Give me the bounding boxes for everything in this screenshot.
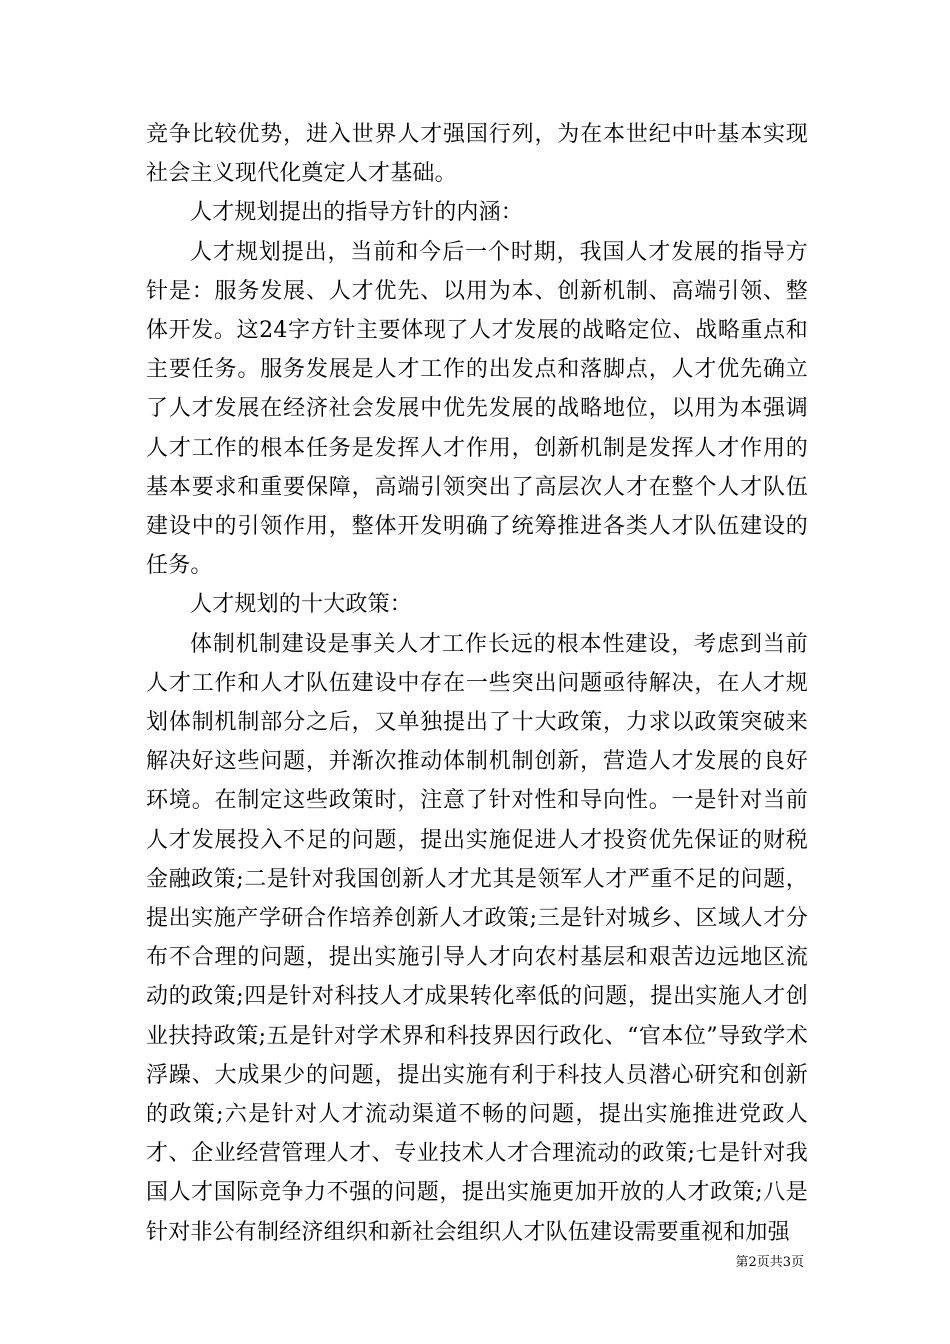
page-number: 第2页共3页 xyxy=(735,1255,804,1270)
paragraph-guiding-principles: 人才规划提出，当前和今后一个时期，我国人才发展的指导方针是：服务发展、人才优先、以用为本、创新机制、高端引领、整体开发。这24字方针主要体现了人才发展的战略定位、战略重点和主要任务。服务发展是人才工作的出发点和落脚点，人才优先确立了人才发展在经济社会发展中优先发展的战略地位，以用为本强调人才工作的根本任务是发挥人才作用，创新机制是发挥人才作用的基本要求和重要保障，高端引领突出了高层次人才在整个人才队伍建设中的引领作用，整体开发明确了统筹推进各类人才队伍建设的任务。 xyxy=(146,239,808,579)
heading-guiding-principles: 人才规划提出的指导方针的内涵： xyxy=(190,200,524,226)
document-body xyxy=(146,115,808,1252)
paragraph-continuation: 竞争比较优势，进入世界人才强国行列，为在本世纪中叶基本实现社会主义现代化奠定人才基础。 xyxy=(146,122,808,187)
paragraph-ten-policies: 体制机制建设是事关人才工作长远的根本性建设，考虑到当前人才工作和人才队伍建设中存在一些突出问题亟待解决，在人才规划体制机制部分之后，又单独提出了十大政策，力求以政策突破来解决好这些问题，并渐次推动体制机制创新，营造人才发展的良好环境。在制定这些政策时，注意了针对性和导向性。一是针对当前人才发展投入不足的问题，提出实施促进人才投资优先保证的财税金融政策;二是针对我国创新人才尤其是领军人才严重不足的问题，提出实施产学研合作培养创新人才政策;三是针对城乡、区域人才分布不合理的问题，提出实施引导人才向农村基层和艰苦边远地区流动的政策;四是针对科技人才成果转化率低的问题，提出实施人才创业扶持政策;五是针对学术界和科技界因行政化、“官本位”导致学术浮躁、大成果少的问题，提出实施有利于科技人员潜心研究和创新的政策;六是针对人才流动渠道不畅的问题，提出实施推进党政人才、企业经营管理人才、专业技术人才合理流动的政策;七是针对我国人才国际竞争力不强的问题，提出实施更加开放的人才政策;八是针对非公有制经济组织和新社会组织人才队伍建设需要重视和加强 xyxy=(146,631,808,1245)
heading-ten-policies: 人才规划的十大政策： xyxy=(190,592,413,618)
